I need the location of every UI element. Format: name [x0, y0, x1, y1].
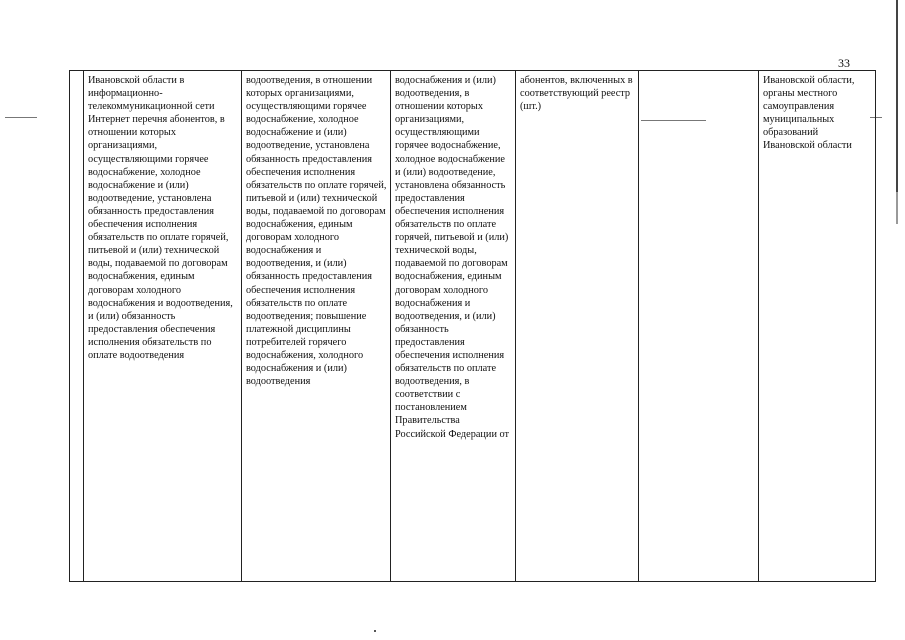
table-cell-indicator: водоснабжения и (или) водоотведения, в отношении которых организациями, осуществляющими горячее водоснабжение, холодное водоснабжение и (или) водоотведение, установлена обязанность предоставления обеспечения исполнения обязательств по оплате горячей, питьевой и (или) технической воды, подаваемой по договорам водоснабжения, единым договорам холодного водоснабжения и водоотведения, и (или) обязанность предоставления обеспечения исполнения обязательств по оплате водоотведения, в соответствии с постановлением Правительства Российской Федерации от: [391, 71, 516, 582]
table-cell-responsible: Ивановской области, органы местного самоуправления муниципальных образований Ивановской области: [759, 71, 876, 582]
document-table: [69, 70, 876, 582]
table-row: [70, 71, 876, 582]
margin-dash-left: [5, 117, 37, 118]
table-cell-goal: водоотведения, в отношении которых организациями, осуществляющими горячее водоснабжение, холодное водоснабжение и (или) водоотведение, установлена обязанность предоставления обеспечения исполнения обязательств по оплате горячей, питьевой и (или) технической воды, подаваемой по договорам водоснабжения, единым договорам холодного водоснабжения и водоотведения, и (или) обязанность предоставления обеспечения исполнения обязательств по оплате водоотведения; повышение платежной дисциплины потребителей горячего водоснабжения, холодного водоснабжения и (или) водоотведения: [242, 71, 391, 582]
scan-speck: [374, 630, 376, 632]
table-cell-indicator-description: Ивановской области в информационно-телекоммуникационной сети Интернет перечня абонентов, в отношении которых организациями, осуществляющими горячее водоснабжение, холодное водоснабжение и (или) водоотведение, установлена обязанность предоставления обеспечения исполнения обязательств по оплате горячей, питьевой и (или) технической воды, подаваемой по договорам водоснабжения, единым договорам холодного водоснабжения и водоотведения, и (или) обязанность предоставления обеспечения исполнения обязательств по оплате водоотведения: [84, 71, 242, 582]
cell-dash-value: [641, 120, 706, 121]
table-cell-value: [639, 71, 759, 582]
table-cell-number: [70, 71, 84, 582]
scan-edge-line: [896, 0, 898, 640]
page-number: 33: [838, 56, 850, 70]
table-cell-unit: абонентов, включенных в соответствующий реестр (шт.): [516, 71, 639, 582]
